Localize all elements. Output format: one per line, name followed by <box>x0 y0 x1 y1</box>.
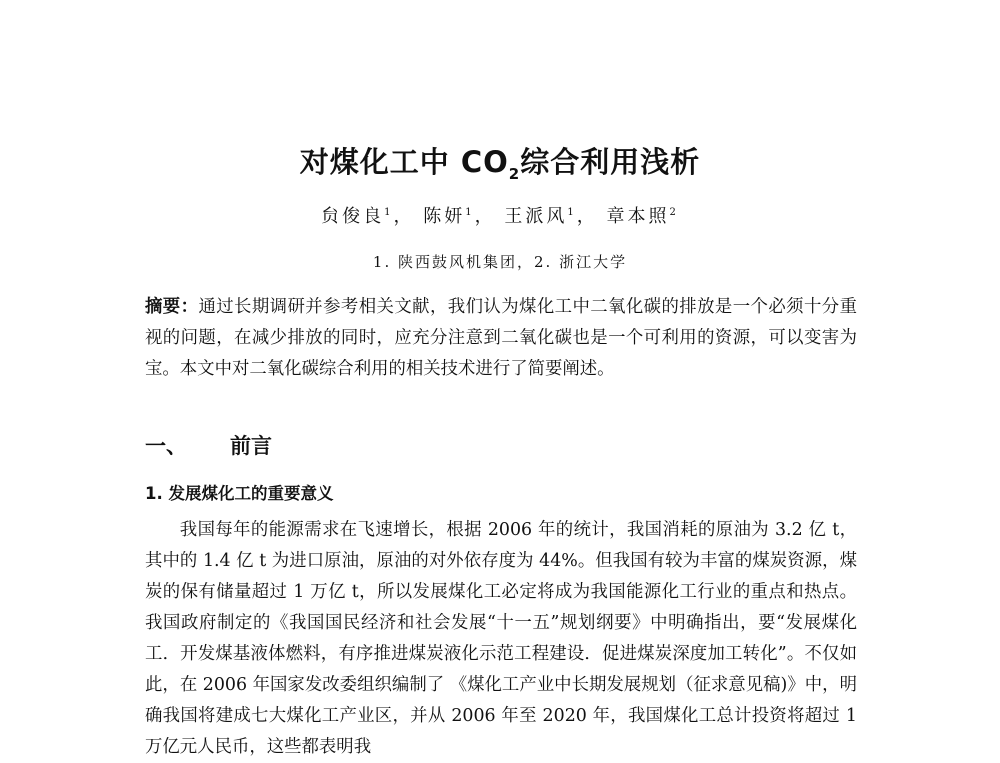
abstract-text: 通过长期调研并参考相关文献，我们认为煤化工中二氧化碳的排放是一个必须十分重视的问题，在减少排放的同时，应充分注意到二氧化碳也是一个可利用的资源，可以变害为宝。本文中对二氧化碳综合利用的相关技术进行了简要阐述。 <box>145 297 857 379</box>
author: 贠俊良$^1$ <box>321 206 394 227</box>
title-text-rest: 综合利用浅析 <box>520 145 701 179</box>
section-heading: 一、 前言 <box>145 434 272 458</box>
subsection-heading: 1. 发展煤化工的重要意义 <box>145 484 334 503</box>
title-subscript: 2 <box>508 164 521 183</box>
author-list: 贠俊良$^1$， 陈妍$^1$， 王派风$^1$， 章本照$^2$ <box>321 206 679 227</box>
abstract-label: 摘要： <box>145 297 199 317</box>
author: 王派风$^1$ <box>504 206 577 227</box>
body-paragraph: 我国每年的能源需求在飞速增长，根据 2006 年的统计，我国消耗的原油为 3.2 亿 t，其中的 1.4 亿 t 为进口原油，原油的对外依存度为 44%。但我国有较为丰富的煤炭资源，煤炭的保有储量超过 1 万亿 t，所以发展煤化工必定将成为我国能源化工行业的重点和热点。我国政府制定的《我国国民经济和社会发展“十一五”规划纲要》中明确指出，要“发展煤化工．开发煤基液体燃料，有序推进煤炭液化示范工程建设．促进煤炭深度加工转化”。不仅如此，在 2006 年国家发改委组织编制了 《煤化工产业中长期发展规划（征求意见稿)》中，明确我国将建成七大煤化工产业区，并从 2006 年至 2020 年，我国煤化工总计投资将超过 1 万亿元人民币，这些都表明我 <box>145 520 857 757</box>
author: 陈妍$^1$ <box>423 206 475 227</box>
author: 章本照$^2$ <box>606 206 679 227</box>
affiliations: 1. 陕西鼓风机集团，2. 浙江大学 <box>372 253 628 271</box>
paper-title <box>0 140 1000 183</box>
title-text: 对煤化工中 CO <box>299 145 509 179</box>
abstract <box>145 292 857 385</box>
